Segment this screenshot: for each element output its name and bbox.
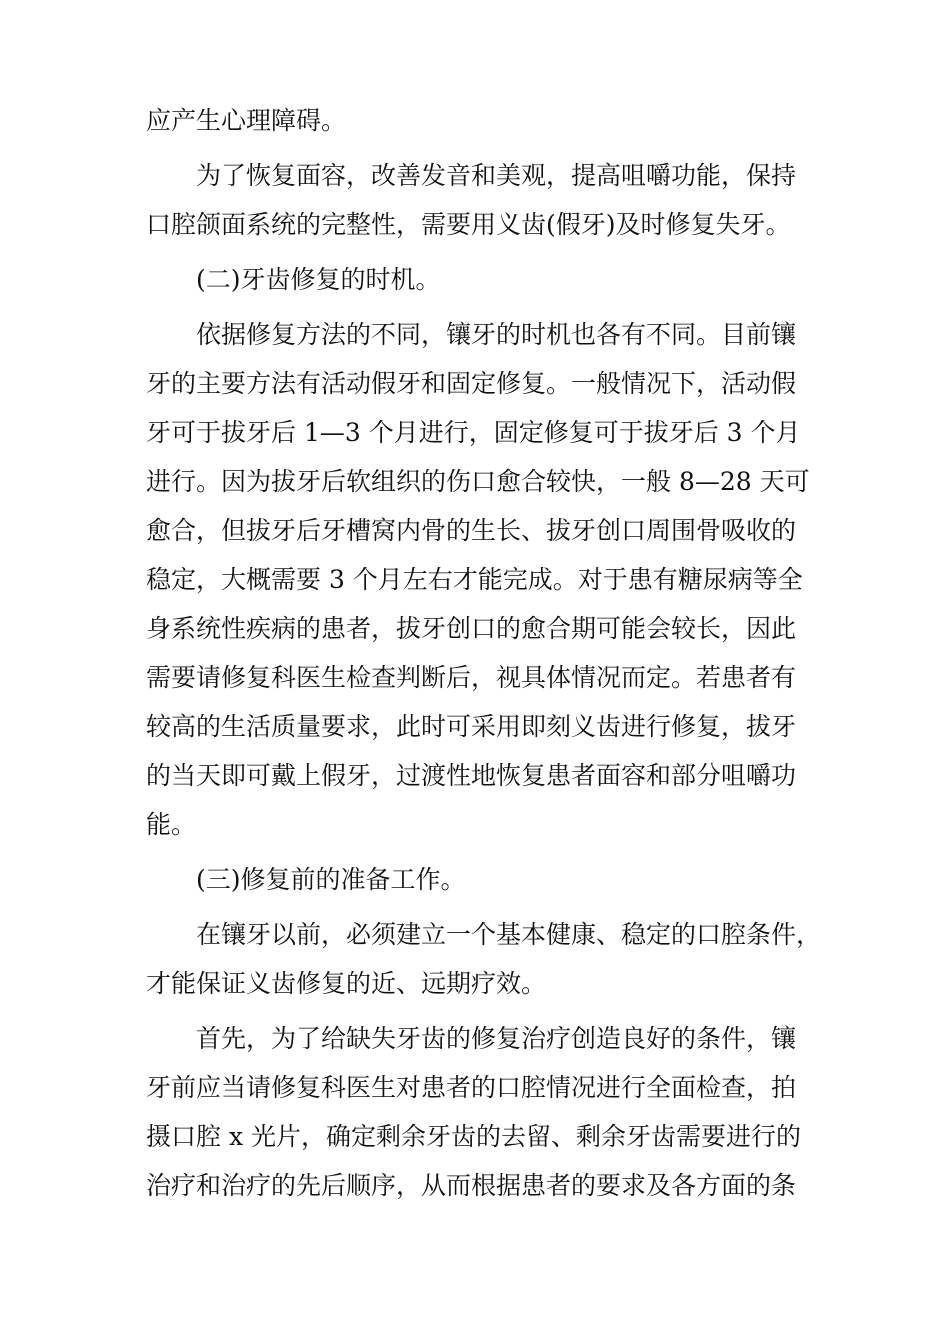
text-line: 稳定，大概需要 3 个月左右才能完成。对于患有糖尿病等全 [146, 565, 803, 594]
text-line: 牙的主要方法有活动假牙和固定修复。一般情况下，活动假 [146, 369, 797, 398]
text-line: 牙前应当请修复科医生对患者的口腔情况进行全面检查，拍 [146, 1073, 797, 1102]
document-body [146, 96, 822, 1210]
paragraph [146, 910, 822, 1008]
text-line: 口腔颌面系统的完整性，需要用义齿(假牙)及时修复失牙。 [146, 210, 791, 239]
text-line: 需要请修复科医生检查判断后，视具体情况而定。若患者有 [146, 663, 797, 692]
paragraph [146, 310, 810, 849]
text-line: 牙可于拔牙后 1—3 个月进行，固定修复可于拔牙后 3 个月 [146, 418, 801, 447]
text-line: (三)修复前的准备工作。 [196, 865, 466, 894]
text-line: 进行。因为拔牙后软组织的伤口愈合较快，一般 8—28 天可 [146, 467, 810, 496]
text-line: (二)牙齿修复的时机。 [196, 265, 441, 294]
text-line: 能。 [146, 810, 197, 839]
text-line: 在镶牙以前，必须建立一个基本健康、稳定的口腔条件， [196, 920, 822, 949]
text-line: 治疗和治疗的先后顺序，从而根据患者的要求及各方面的条 [146, 1171, 797, 1200]
text-line: 才能保证义齿修复的近、远期疗效。 [146, 969, 547, 998]
paragraph [146, 1014, 806, 1210]
section-heading [146, 855, 806, 904]
text-line: 身系统性疾病的患者，拔牙创口的愈合期可能会较长，因此 [146, 614, 797, 643]
paragraph [146, 151, 806, 249]
text-line: 的当天即可戴上假牙，过渡性地恢复患者面容和部分咀嚼功 [146, 761, 797, 790]
text-line: 依据修复方法的不同，镶牙的时机也各有不同。目前镶 [196, 320, 797, 349]
text-line: 愈合，但拔牙后牙槽窝内骨的生长、拔牙创口周围骨吸收的 [146, 516, 797, 545]
text-line: 首先，为了给缺失牙齿的修复治疗创造良好的条件，镶 [196, 1024, 797, 1053]
section-heading [146, 255, 806, 304]
text-line: 应产生心理障碍。 [146, 106, 347, 135]
text-line: 摄口腔 x 光片，确定剩余牙齿的去留、剩余牙齿需要进行的 [146, 1122, 801, 1151]
text-line: 为了恢复面容，改善发音和美观，提高咀嚼功能，保持 [196, 161, 797, 190]
text-line: 较高的生活质量要求，此时可采用即刻义齿进行修复，拔牙 [146, 712, 797, 741]
paragraph [146, 96, 806, 145]
